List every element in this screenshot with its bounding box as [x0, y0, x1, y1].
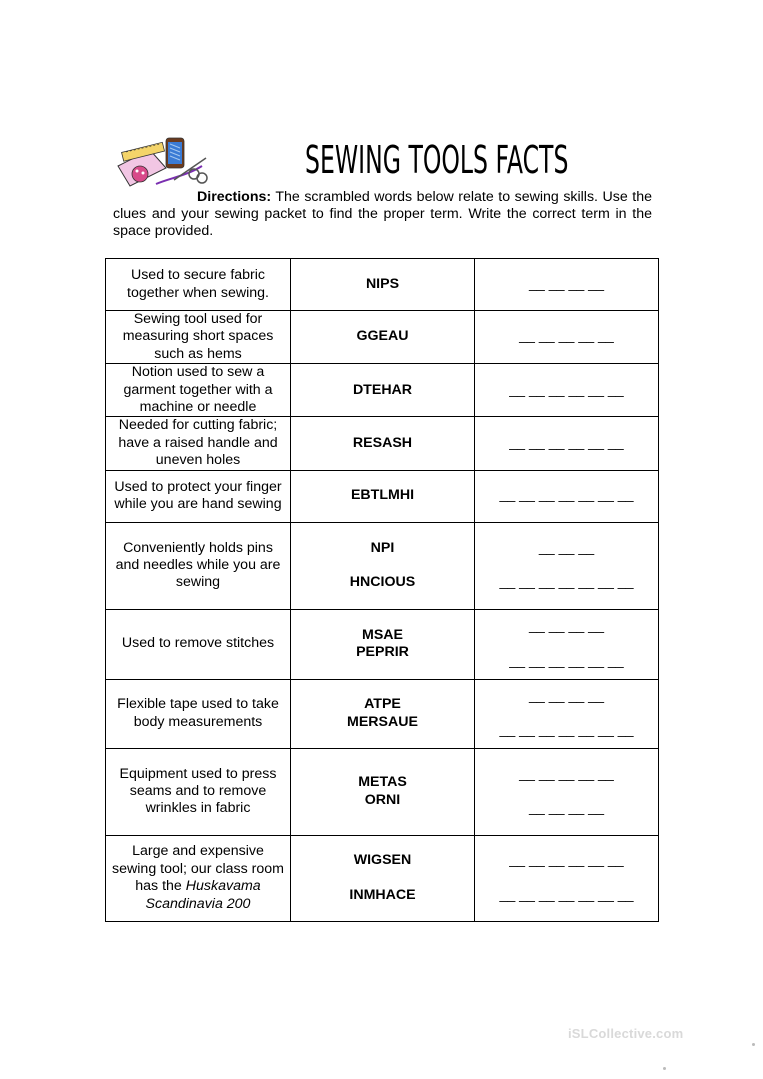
clue-text: Flexible tape used to take body measurements — [117, 696, 279, 730]
answer-blanks: __ __ __ — [538, 539, 595, 556]
answer-blanks: __ __ __ __ __ __ __ — [499, 722, 634, 739]
sewing-kit-clipart — [110, 128, 210, 198]
directions-text: The scrambled words below relate to sewing skills. Use the clues and your sewing packet to find the proper term. Write the correct term in the space provided. — [113, 189, 652, 239]
scrambled-word-cell — [291, 259, 475, 311]
answer-blanks: __ __ __ __ __ __ — [509, 434, 624, 451]
answer-cell[interactable] — [475, 311, 659, 364]
scrambled-word: INMHACE — [349, 886, 416, 903]
scrambled-word: DTEHAR — [352, 381, 413, 398]
answer-blanks: __ __ __ __ __ __ — [509, 381, 624, 398]
answer-blanks: __ __ __ __ __ — [519, 328, 614, 345]
decorative-dot — [663, 1067, 666, 1070]
table-row — [106, 748, 659, 835]
scrambled-word-cell — [291, 835, 475, 921]
directions-label: Directions: — [197, 189, 272, 205]
scrambled-word: NPI — [370, 539, 395, 556]
scrambled-word: HNCIOUS — [349, 574, 416, 591]
table-row — [106, 609, 659, 679]
clue-italic-text: Huskavama Scandinavia 200 — [145, 878, 261, 912]
answer-cell[interactable] — [475, 470, 659, 522]
scrambled-word-cell — [291, 748, 475, 835]
clue-text: Needed for cutting fabric; have a raised handle and uneven holes — [118, 417, 278, 469]
table-row — [106, 470, 659, 522]
scrambled-word-cell — [291, 609, 475, 679]
scrambled-word: METAS — [358, 774, 407, 791]
clue-cell — [106, 609, 291, 679]
answer-cell[interactable] — [475, 522, 659, 609]
table-row — [106, 835, 659, 921]
table-row — [106, 522, 659, 609]
scrambled-word: ORNI — [364, 791, 401, 808]
clue-cell — [106, 835, 291, 921]
scrambled-word: EBTLMHI — [350, 487, 415, 504]
answer-cell[interactable] — [475, 679, 659, 748]
clue-text: Used to secure fabric together when sewing. — [127, 267, 269, 301]
scrambled-word: PEPRIR — [356, 644, 409, 661]
clue-cell — [106, 417, 291, 470]
answer-blanks: __ __ __ __ __ __ __ — [499, 487, 634, 504]
scrambled-word: RESASH — [352, 434, 413, 451]
clue-cell — [106, 311, 291, 364]
clue-text: Equipment used to press seams and to remove wrinkles in fabric — [119, 765, 277, 817]
scramble-table — [105, 258, 659, 922]
answer-cell[interactable] — [475, 609, 659, 679]
answer-cell[interactable] — [475, 259, 659, 311]
scrambled-word: GGEAU — [356, 328, 409, 345]
answer-cell[interactable] — [475, 748, 659, 835]
clue-cell — [106, 748, 291, 835]
answer-blanks: __ __ __ __ __ __ __ — [499, 574, 634, 591]
directions-paragraph — [113, 189, 652, 240]
clue-cell — [106, 259, 291, 311]
table-row — [106, 311, 659, 364]
table-row — [106, 364, 659, 417]
scrambled-word-cell — [291, 679, 475, 748]
answer-blanks: __ __ __ __ — [529, 800, 604, 817]
answer-blanks: __ __ __ __ — [529, 618, 604, 635]
scrambled-word: WIGSEN — [353, 852, 412, 869]
answer-cell[interactable] — [475, 835, 659, 921]
clue-cell — [106, 679, 291, 748]
answer-cell[interactable] — [475, 364, 659, 417]
clue-cell — [106, 364, 291, 417]
decorative-dot — [752, 1043, 755, 1046]
clue-cell — [106, 522, 291, 609]
clue-text: Used to protect your finger while you are hand sewing — [114, 478, 282, 513]
scrambled-word-cell — [291, 364, 475, 417]
watermark: iSLCollective.com — [568, 1026, 684, 1041]
worksheet-title: SEWING TOOLS FACTS — [305, 138, 569, 182]
scrambled-word-cell — [291, 522, 475, 609]
answer-blanks: __ __ __ __ — [529, 687, 604, 704]
scrambled-word: ATPE — [364, 696, 401, 713]
answer-blanks: __ __ __ __ __ __ — [509, 852, 624, 869]
clue-text: Conveniently holds pins and needles while you are sewing — [115, 539, 281, 591]
table-row — [106, 259, 659, 311]
scrambled-word: MERSAUE — [347, 713, 418, 730]
scrambled-word-cell — [291, 311, 475, 364]
clue-text: Used to remove stitches — [121, 635, 275, 652]
answer-blanks: __ __ __ __ __ __ __ — [499, 886, 634, 903]
answer-blanks: __ __ __ __ __ — [519, 765, 614, 782]
answer-blanks: __ __ __ __ __ __ — [509, 652, 624, 669]
answer-blanks: __ __ __ __ — [529, 275, 604, 292]
answer-cell[interactable] — [475, 417, 659, 470]
scrambled-word: MSAE — [362, 626, 403, 643]
clue-text: Sewing tool used for measuring short spaces such as hems — [122, 311, 274, 362]
scrambled-word: NIPS — [365, 275, 400, 292]
table-row — [106, 417, 659, 470]
table-row — [106, 679, 659, 748]
clue-cell — [106, 470, 291, 522]
scrambled-word-cell — [291, 470, 475, 522]
clue-text: Large and expensive sewing tool; our class room has the — [112, 843, 284, 895]
clue-text: Notion used to sew a garment together with a machine or needle — [123, 364, 273, 416]
scrambled-word-cell — [291, 417, 475, 470]
